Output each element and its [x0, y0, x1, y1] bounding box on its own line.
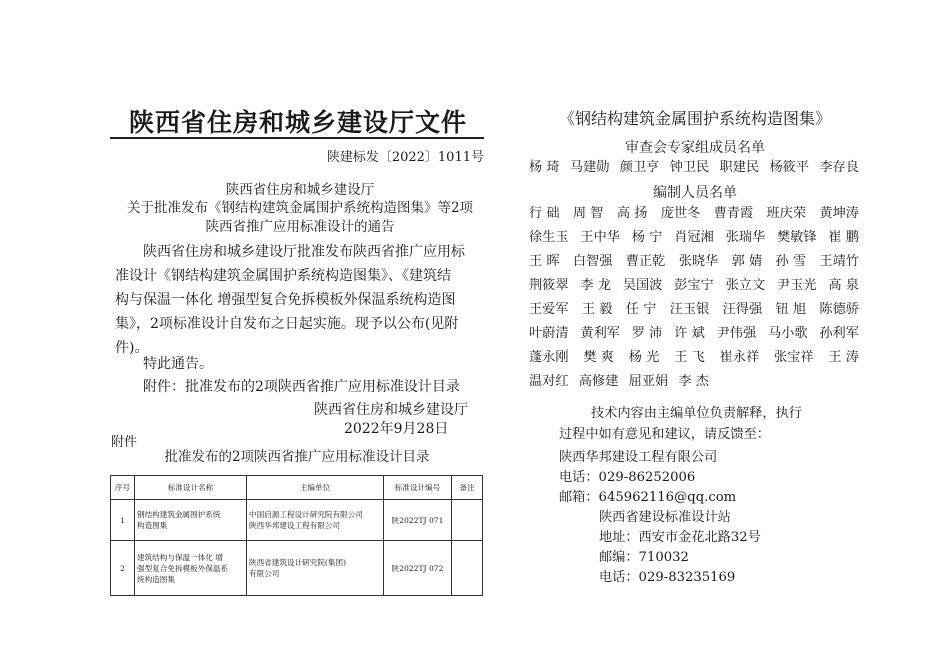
editor-names-row — [529, 302, 859, 318]
attachment-label: 附件 — [111, 435, 138, 450]
standard-name-line: 统构造图集 — [137, 574, 175, 584]
attachment-title: 批准发布的2项陕西省推广应用标准设计目录 — [164, 449, 430, 465]
editor-unit-line: 有限公司 — [249, 569, 280, 578]
editor-name: 孙 雪 — [775, 254, 807, 269]
editor-name: 马小歌 — [767, 326, 808, 341]
editor-name: 高修建 — [578, 374, 619, 389]
review-member: 职建民 — [719, 160, 760, 175]
editor-unit-line: 中国启源工程设计研究院有限公司 — [249, 510, 363, 519]
editor-name: 王 涛 — [828, 350, 859, 365]
editor-name: 张晓华 — [678, 254, 719, 269]
standard-name — [135, 541, 247, 596]
body-line-5: 件)。 — [115, 340, 149, 356]
table-header-cell: 序号 — [111, 476, 135, 500]
editor-name: 王 毅 — [581, 302, 613, 317]
row-number: 1 — [111, 500, 135, 541]
editor-name: 班庆荣 — [766, 206, 807, 221]
editor-name: 屈亚娟 — [628, 374, 669, 389]
editor-name: 许 斌 — [674, 326, 705, 341]
body-line-2: 准设计《钢结构建筑金属围护系统构造图集》、《建筑结 — [115, 268, 451, 284]
standard-code: 陕2022TJ 072 — [384, 541, 452, 596]
editor-name: 王中华 — [580, 230, 620, 245]
editor-names-row — [529, 278, 859, 294]
editor-name: 曹正乾 — [625, 254, 666, 269]
editor-name: 汪得强 — [722, 302, 763, 317]
table-header-cell: 标准设计编号 — [384, 476, 452, 500]
editor-name: 崔永祥 — [719, 350, 760, 365]
editor-unit — [247, 541, 384, 596]
editor-names-row — [529, 350, 859, 366]
review-member: 马建勋 — [569, 160, 610, 175]
review-member: 钟卫民 — [669, 160, 710, 175]
station-address: 地址：西安市金花北路32号 — [599, 530, 761, 545]
editor-names-row — [529, 230, 859, 246]
editor-name: 王 飞 — [674, 350, 705, 365]
editor-unit — [247, 500, 384, 541]
editor-name: 王 晖 — [529, 254, 560, 269]
table-row — [111, 541, 483, 596]
editor-name: 李 杰 — [678, 374, 709, 389]
editor-name: 王靖竹 — [819, 254, 859, 269]
editor-name: 郭 婧 — [731, 254, 763, 269]
editor-name: 周 智 — [572, 206, 604, 221]
editor-name: 吴国波 — [622, 278, 663, 293]
standard-code: 陕2022TJ 071 — [384, 500, 452, 541]
editor-name: 黄坤涛 — [819, 206, 859, 221]
attachment-note: 附件：批准发布的2项陕西省推广应用标准设计目录 — [143, 379, 460, 395]
notice-title-line-1: 关于批准发布《钢结构建筑金属围护系统构造图集》等2项 — [126, 200, 474, 216]
editor-name: 尹玉光 — [776, 278, 817, 293]
standard-name — [135, 500, 247, 541]
editor-name: 叶蔚清 — [529, 326, 569, 341]
station-phone: 电话：029-83235169 — [599, 570, 736, 585]
editor-name: 汪玉银 — [669, 302, 710, 317]
editor-name: 张宝祥 — [774, 350, 814, 365]
editor-name: 徐生玉 — [529, 230, 569, 245]
editor-name: 陈德骄 — [819, 302, 859, 317]
editor-name: 杨 光 — [628, 350, 660, 365]
editor-unit-line: 陕西华邦建设工程有限公司 — [249, 521, 341, 530]
editor-name: 尹伟强 — [716, 326, 757, 341]
header-rule — [110, 137, 484, 139]
atlas-title: 《钢结构建筑金属围护系统构造图集》 — [558, 109, 831, 128]
remarks — [452, 500, 483, 541]
editor-unit-line: 陕西省建筑设计研究院(集团) — [249, 558, 347, 567]
review-member: 杨 琦 — [529, 160, 560, 175]
editor-name: 王爱军 — [529, 302, 569, 317]
editor-name: 曹青霞 — [713, 206, 754, 221]
body-line-4: 集》，2项标准设计自发布之日起实施。现予以公布(见附 — [115, 316, 459, 332]
editor-name: 钮 旭 — [775, 302, 807, 317]
row-number: 2 — [111, 541, 135, 596]
company-name: 陕西华邦建设工程有限公司 — [559, 450, 718, 465]
editor-name: 蓬永刚 — [529, 350, 569, 365]
body-line-3: 构与保温一体化 增强型复合免拆模板外保温系统构造图 — [115, 292, 456, 308]
review-panel-heading: 审查会专家组成员名单 — [625, 140, 765, 156]
editor-names-row — [529, 206, 859, 222]
editor-name: 白智强 — [572, 254, 613, 269]
remarks — [452, 541, 483, 596]
station-postcode: 邮编：710032 — [599, 550, 689, 565]
table-header-cell: 主编单位 — [247, 476, 384, 500]
editor-name: 樊敏锋 — [776, 230, 817, 245]
table-header-cell: 标准设计名称 — [135, 476, 247, 500]
editor-names-row — [529, 254, 859, 270]
issuer-line: 陕西省住房和城乡建设厅 — [225, 182, 375, 198]
signature-date: 2022年9月28日 — [344, 421, 449, 437]
editor-name: 荆筱翠 — [529, 278, 569, 293]
editor-name: 杨 宁 — [631, 230, 663, 245]
tech-note-line-1: 技术内容由主编单位负责解释，执行 — [591, 406, 802, 421]
review-member: 颜卫亨 — [619, 160, 660, 175]
editor-name: 任 宁 — [625, 302, 657, 317]
document-number: 陕建标发〔2022〕1011号 — [326, 150, 484, 165]
body-line-1: 陕西省住房和城乡建设厅批准发布陕西省推广应用标 — [143, 244, 465, 260]
table-header-cell: 备注 — [452, 476, 483, 500]
editor-name: 高 泉 — [828, 278, 859, 293]
editor-name: 庞世冬 — [660, 206, 701, 221]
company-phone: 电话：029-86252006 — [559, 470, 696, 485]
editor-name: 行 础 — [529, 206, 560, 221]
editor-name: 孙利军 — [819, 326, 859, 341]
editors-heading: 编制人员名单 — [653, 185, 737, 201]
special-notice: 特此通告。 — [143, 356, 213, 372]
editor-names-row — [529, 326, 859, 342]
review-members-row — [529, 160, 859, 176]
editor-name: 肖冠湘 — [674, 230, 714, 245]
standard-name-line: 建筑结构与保温一体化 增 — [137, 552, 223, 562]
notice-title-line-2: 陕西省推广应用标准设计的通告 — [205, 219, 395, 235]
standard-name-line: 构造图集 — [137, 521, 168, 530]
document-header-title: 陕西省住房和城乡建设厅文件 — [128, 108, 467, 137]
standards-table — [110, 475, 483, 596]
review-member: 杨筱平 — [769, 160, 810, 175]
tech-note-line-2: 过程中如有意见和建议，请反馈至： — [559, 427, 770, 442]
editor-name: 樊 爽 — [583, 350, 614, 365]
editor-name: 崔 鹏 — [828, 230, 859, 245]
editor-names-row — [529, 374, 709, 390]
editor-name: 彭宝宁 — [674, 278, 714, 293]
station-name: 陕西省建设标准设计站 — [599, 510, 731, 525]
company-email: 邮箱：645962116@qq.com — [559, 490, 737, 505]
editor-name: 黄利军 — [580, 326, 620, 341]
editor-name: 罗 沛 — [631, 326, 663, 341]
signature-org: 陕西省住房和城乡建设厅 — [314, 402, 468, 418]
table-header-row — [111, 476, 483, 500]
editor-name: 张立文 — [725, 278, 766, 293]
editor-name: 高 扬 — [616, 206, 648, 221]
editor-name: 温对红 — [529, 374, 569, 389]
editor-name: 张瑞华 — [725, 230, 766, 245]
standard-name-line: 强型复合免拆模板外保温系 — [137, 563, 229, 573]
editor-name: 李 龙 — [580, 278, 611, 293]
standard-name-line: 钢结构建筑金属围护系统 — [137, 510, 221, 519]
review-member: 李存良 — [819, 160, 859, 175]
table-row — [111, 500, 483, 541]
